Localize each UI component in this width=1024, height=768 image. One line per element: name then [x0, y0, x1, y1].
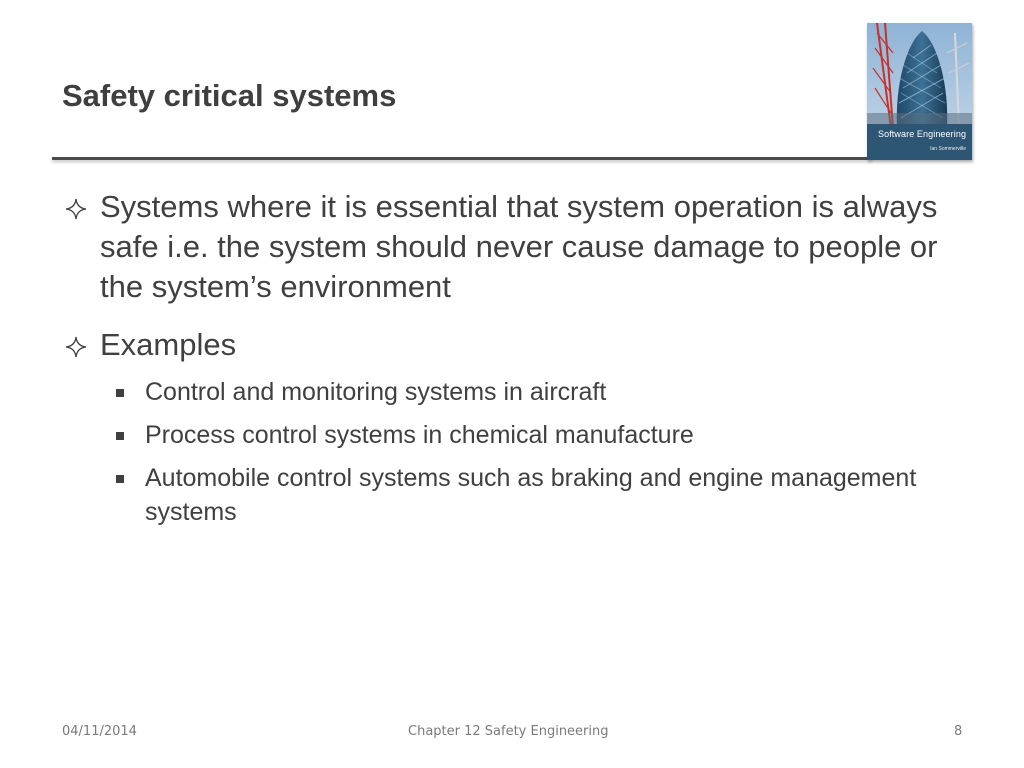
sub-bullet-item	[62, 461, 962, 529]
book-cover-image	[867, 23, 972, 160]
sub-bullet-list	[62, 375, 962, 529]
four-point-star-bullet-icon	[62, 187, 92, 227]
sub-bullet-text: Control and monitoring systems in aircraft	[145, 378, 607, 406]
bullet-item	[62, 187, 962, 307]
book-cover-band	[867, 124, 972, 160]
square-bullet-icon	[116, 475, 124, 483]
footer-page-number: 8	[954, 724, 963, 739]
book-cover-title: Software Engineering	[878, 129, 967, 139]
slide-content	[62, 187, 962, 538]
bullet-text: Examples	[100, 327, 237, 362]
sub-bullet-text: Automobile control systems such as braking and engine management systems	[145, 464, 917, 526]
footer-date: 04/11/2014	[62, 724, 137, 739]
sub-bullet-text: Process control systems in chemical manufacture	[145, 421, 694, 449]
footer-chapter: Chapter 12 Safety Engineering	[408, 724, 609, 739]
bullet-text: Systems where it is essential that system operation is always safe i.e. the system should never cause damage to people or the system’s environment	[100, 189, 938, 304]
title-divider	[52, 157, 872, 160]
sub-bullet-item	[62, 375, 962, 409]
book-cover-author: Ian Sommerville	[930, 146, 966, 152]
bullet-item	[62, 325, 962, 365]
square-bullet-icon	[116, 389, 124, 397]
sub-bullet-item	[62, 418, 962, 452]
square-bullet-icon	[116, 432, 124, 440]
four-point-star-bullet-icon	[62, 325, 92, 365]
slide-title: Safety critical systems	[62, 78, 397, 113]
